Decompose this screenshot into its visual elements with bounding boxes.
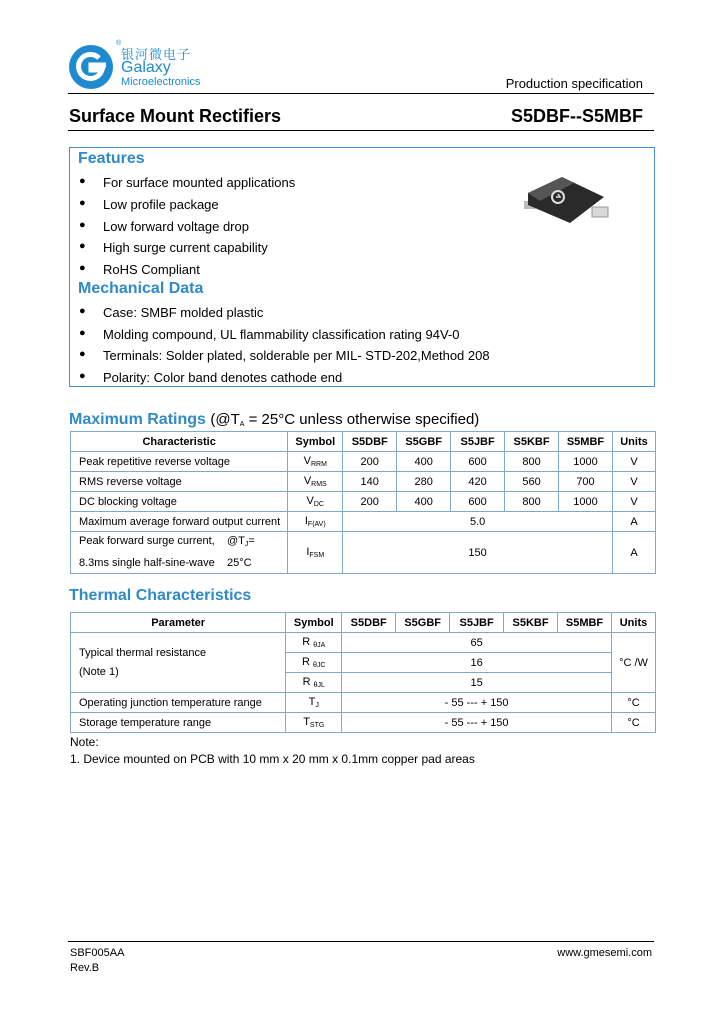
unit-cell: V xyxy=(612,492,655,512)
thermal-table xyxy=(70,612,656,733)
brand-subtitle: Microelectronics xyxy=(121,76,201,88)
unit-cell: V xyxy=(612,472,655,492)
value-cell: 140 xyxy=(343,472,397,492)
value-cell: 16 xyxy=(342,653,612,673)
value-cell: 200 xyxy=(343,492,397,512)
symbol-cell: $V_{RMS}$ xyxy=(288,472,343,492)
value-cell: - 55 --- + 150 xyxy=(342,713,612,733)
col-header: S5GBF xyxy=(396,613,450,633)
value-cell: 150 xyxy=(343,532,613,574)
col-header: Characteristic xyxy=(71,432,288,452)
footer-divider xyxy=(68,941,654,942)
website-link[interactable]: www.gmesemi.com xyxy=(557,947,652,959)
table-row xyxy=(71,693,656,713)
table-row xyxy=(71,472,656,492)
value-cell: - 55 --- + 150 xyxy=(342,693,612,713)
brand-name: Galaxy xyxy=(121,59,171,76)
unit-cell: °C xyxy=(611,693,655,713)
col-header: Units xyxy=(612,432,655,452)
galaxy-logo xyxy=(68,44,114,90)
row-label: Peak repetitive reverse voltage xyxy=(71,452,288,472)
max-ratings-condition: ($@T_A = 25^\circ C$ unless otherwise specified) xyxy=(210,411,480,428)
registered-mark: ® xyxy=(116,40,122,47)
unit-cell: A xyxy=(612,512,655,532)
table-row xyxy=(71,633,656,653)
row-label: Storage temperature range xyxy=(71,713,286,733)
revision: Rev.B xyxy=(70,962,100,974)
unit-cell: A xyxy=(612,532,655,574)
symbol-cell: $I_{FSM}$ xyxy=(288,532,343,574)
col-header: S5GBF xyxy=(397,432,451,452)
col-header: S5JBF xyxy=(450,613,504,633)
value-cell: 400 xyxy=(397,492,451,512)
symbol-cell: $V_{DC}$ xyxy=(288,492,343,512)
value-cell: 200 xyxy=(343,452,397,472)
table-row xyxy=(71,512,656,532)
col-header: S5KBF xyxy=(504,613,558,633)
title-divider xyxy=(68,130,654,131)
col-header: S5KBF xyxy=(505,432,559,452)
value-cell: 600 xyxy=(451,492,505,512)
row-label: Operating junction temperature range xyxy=(71,693,286,713)
value-cell: 5.0 xyxy=(343,512,613,532)
value-cell: 15 xyxy=(342,673,612,693)
document-code: SBF005AA xyxy=(70,947,125,959)
max-ratings-table xyxy=(70,431,656,574)
symbol-cell: $V_{RRM}$ xyxy=(288,452,343,472)
row-label: Typical thermal resistance (Note 1) xyxy=(71,633,286,693)
col-header: Parameter xyxy=(71,613,286,633)
table-row xyxy=(71,452,656,472)
note-item: 1. Device mounted on PCB with 10 mm x 20 mm x 0.1mm copper pad areas xyxy=(70,752,475,766)
thermal-title: Thermal Characteristics xyxy=(69,587,252,604)
symbol-cell: R $_{\theta JC}$ xyxy=(286,653,342,673)
value-cell: 600 xyxy=(451,452,505,472)
table-row xyxy=(71,532,656,574)
col-header: Symbol xyxy=(288,432,343,452)
value-cell: 700 xyxy=(559,472,613,492)
value-cell: 65 xyxy=(342,633,612,653)
col-header: Units xyxy=(611,613,655,633)
col-header: S5JBF xyxy=(451,432,505,452)
symbol-cell: R $_{\theta JA}$ xyxy=(286,633,342,653)
symbol-cell: $T_{STG}$ xyxy=(286,713,342,733)
unit-cell: V xyxy=(612,452,655,472)
mechanical-title: Mechanical Data xyxy=(78,280,204,297)
row-label: RMS reverse voltage xyxy=(71,472,288,492)
max-ratings-title: Maximum Ratings ($@T_A = 25^\circ C$ unless otherwise specified) xyxy=(69,411,480,428)
brand-chinese-name: 银河微电子 xyxy=(121,47,192,62)
table-row xyxy=(71,492,656,512)
part-number-range: S5DBF--S5MBF xyxy=(510,106,643,126)
value-cell: 1000 xyxy=(559,452,613,472)
value-cell: 280 xyxy=(397,472,451,492)
value-cell: 800 xyxy=(505,492,559,512)
col-header: S5MBF xyxy=(558,613,612,633)
row-label: Peak forward surge current, $@T_J=$ 8.3ms single half-sine-wave 25°C xyxy=(71,532,288,574)
table-row xyxy=(71,713,656,733)
value-cell: 400 xyxy=(397,452,451,472)
col-header: Symbol xyxy=(286,613,342,633)
col-header: S5DBF xyxy=(342,613,396,633)
symbol-cell: $T_J$ xyxy=(286,693,342,713)
note-title: Note: xyxy=(70,735,99,749)
value-cell: 420 xyxy=(451,472,505,492)
value-cell: 800 xyxy=(505,452,559,472)
col-header: S5DBF xyxy=(343,432,397,452)
smbf-package-image xyxy=(518,175,610,233)
row-label: Maximum average forward output current xyxy=(71,512,288,532)
features-title: Features xyxy=(78,150,145,167)
header-divider xyxy=(68,93,654,94)
unit-cell: °C /W xyxy=(611,633,655,693)
table-header-row xyxy=(71,613,656,633)
col-header: S5MBF xyxy=(559,432,613,452)
symbol-cell: $I_{F(AV)}$ xyxy=(288,512,343,532)
row-label: DC blocking voltage xyxy=(71,492,288,512)
page-title: Surface Mount Rectifiers xyxy=(69,106,282,126)
production-spec-label: Production specification xyxy=(505,76,643,91)
unit-cell: °C xyxy=(611,713,655,733)
value-cell: 1000 xyxy=(559,492,613,512)
table-header-row xyxy=(71,432,656,452)
symbol-cell: R $_{\theta JL}$ xyxy=(286,673,342,693)
value-cell: 560 xyxy=(505,472,559,492)
